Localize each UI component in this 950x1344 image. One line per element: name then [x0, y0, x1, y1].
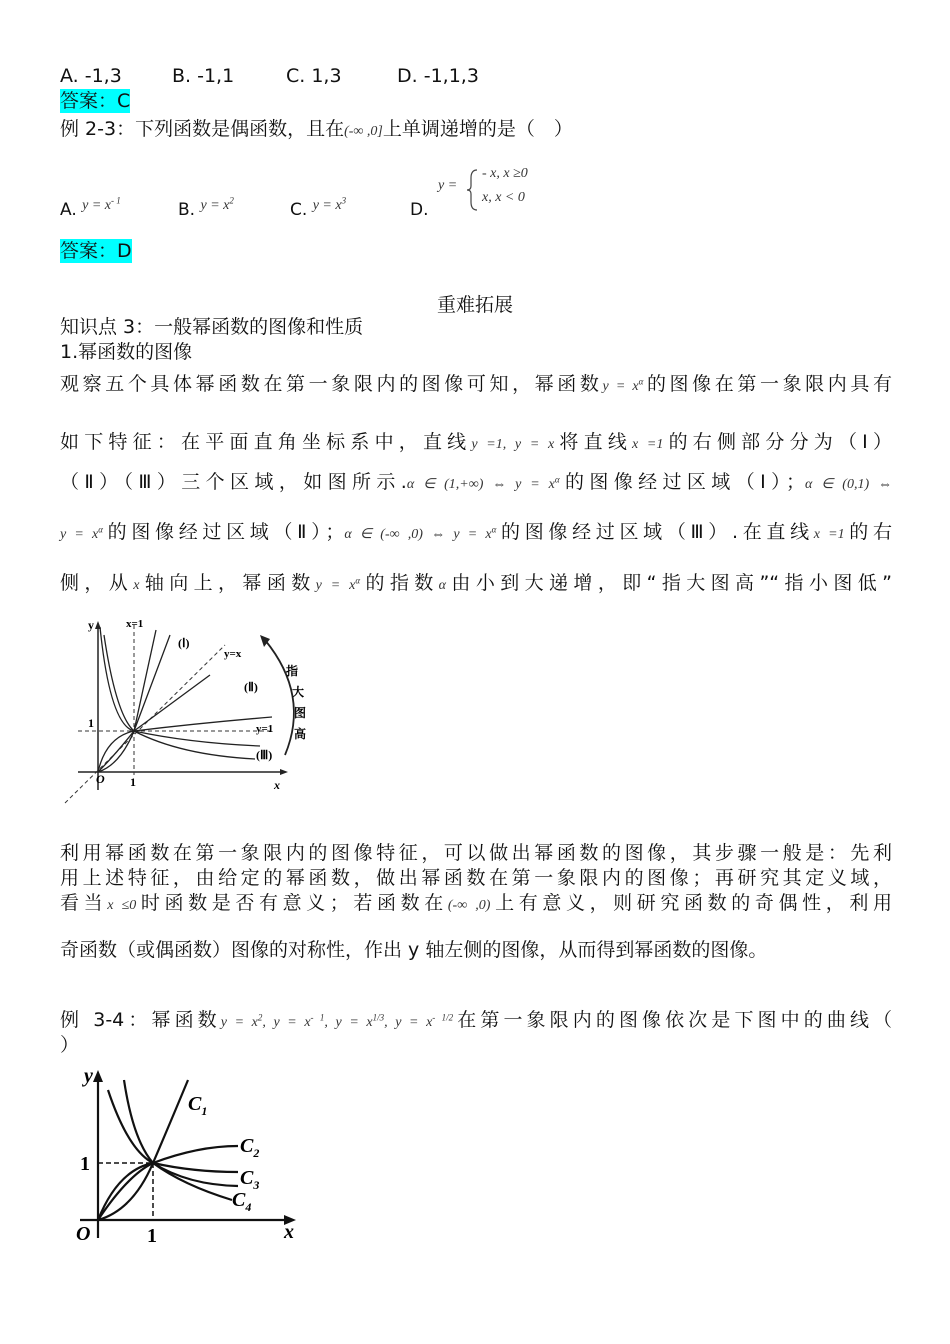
subsection-title: 1.幂函数的图像 [60, 341, 193, 363]
region-3-label: (Ⅲ) [256, 748, 273, 762]
para2-line2: 用上述特征，由给定的幂函数，做出幂函数在第一象限内的图像；再研究其定义域， [60, 867, 892, 889]
option-d: D. -1,1,3 [397, 65, 479, 87]
option-b: B. -1,1 [172, 65, 235, 87]
para1-line4: $y = x^\alpha$的图像经过区域（Ⅱ）；α ∈ (-∞ ,0) ⇔ $y = x^\alpha$的图像经过区域（Ⅲ）.在直线x =1的右 [60, 521, 892, 543]
arrow-char-1: 指 [286, 664, 299, 678]
power-function-regions-figure [60, 615, 320, 805]
para1-line1: 观察五个具体幂函数在第一象限内的图像可知，幂函数$y = x^\alpha$的图像在第一象限内具有 [60, 373, 892, 395]
fig2-x-label: x [284, 1221, 294, 1243]
fig1-x-one: 1 [130, 775, 136, 789]
ex23-stem-a: 例 2-3：下列函数是偶函数，且在 [60, 118, 345, 140]
curve-region-2-b [134, 675, 210, 731]
knowledge-point-title: 知识点 3：一般幂函数的图像和性质 [60, 316, 364, 338]
fig1-origin-label: O [96, 772, 105, 786]
fig1-yeq1-label: y=1 [256, 723, 274, 735]
ex23-interval: (-∞ ,0] [344, 124, 383, 139]
ex23-stem-b: 上单调递增的是（ ） [382, 118, 573, 140]
para2-line3: 看当x ≤0时函数是否有意义；若函数在(-∞ ,0)上有意义，则研究函数的奇偶性，利用 [60, 892, 892, 914]
example-3-4-stem: 例 3-4：幂函数$y = x^2$, $y = x^{- 1}$, $y = x^{1/3}$, $y = x^{- 1/2}$在第一象限内的图像依次是下图中的曲线（ [60, 1009, 893, 1031]
example-2-3-stem [60, 117, 573, 144]
arrow-char-3: 图 [294, 706, 307, 720]
example-3-4-close: ） [60, 1034, 80, 1056]
para2-line4: 奇函数（或偶函数）图像的对称性，作出 y 轴左侧的图像，从而得到幂函数的图像。 [60, 939, 768, 961]
ex23-option-c: C. $^{y = x^3}$ [290, 195, 347, 220]
ex23-option-d: D. [410, 200, 429, 220]
answer-ex23: 答案：D [60, 240, 132, 262]
fig1-y-label: y [88, 618, 94, 632]
fig1-x-label: x [274, 778, 280, 792]
label-c2: $C_2$ [240, 1135, 260, 1160]
region-2-label: (Ⅱ) [244, 680, 258, 694]
fig1-y-one: 1 [88, 716, 94, 730]
para1-line3: （Ⅱ）（Ⅲ）三个区域，如图所示.α ∈ (1,+∞) ⇔ $y = x^\alpha$的图像经过区域（Ⅰ）；α ∈ (0,1) ⇔ [60, 471, 893, 493]
para2-line1: 利用幂函数在第一象限内的图像特征，可以做出幂函数的图像，其步骤一般是：先利 [60, 842, 892, 864]
fig1-xeq1-label: x=1 [126, 618, 144, 630]
fig2-y-one: 1 [80, 1153, 90, 1175]
brace-icon [466, 168, 480, 212]
fig2-y-arrow [93, 1070, 103, 1082]
label-c1: $C_1$ [188, 1093, 208, 1118]
label-c4: $C_4$ [232, 1189, 252, 1214]
piecewise-function: y = - x, x ≥0 x, x < 0 [438, 166, 578, 214]
fig1-yeqx-label: y=x [224, 648, 242, 660]
label-c3: $C_3$ [240, 1167, 260, 1192]
option-c: C. 1,3 [286, 65, 342, 87]
ex23-option-b: B. $^{y = x^2}$ [178, 195, 234, 220]
increasing-arrow [265, 640, 294, 755]
fig2-y-label: y [84, 1065, 93, 1087]
x-axis-arrow [280, 769, 288, 775]
option-a: A. -1,3 [60, 65, 122, 87]
arrow-char-2: 大 [292, 685, 305, 699]
para1-line2: 如下特征：在平面直角坐标系中，直线y =1, y = x将直线x =1的右侧部分分为（Ⅰ） [60, 431, 892, 453]
section-title: 重难拓展 [436, 294, 513, 316]
curve-region-2 [98, 717, 272, 772]
para1-line5: 侧，从x轴向上，幂函数$y = x^\alpha$的指数α由小到大递增，即“指大图高”“指小图低” [60, 572, 892, 594]
arrow-char-4: 高 [294, 727, 307, 741]
example-3-4-figure [58, 1060, 308, 1250]
fig2-origin-label: O [76, 1223, 91, 1245]
ex23-option-a: A. $^{y = x^{- 1}}$ [60, 195, 121, 220]
answer-prev: 答案：C [60, 90, 131, 112]
fig2-x-one: 1 [147, 1225, 157, 1247]
region-1-label: (Ⅰ) [178, 636, 190, 650]
